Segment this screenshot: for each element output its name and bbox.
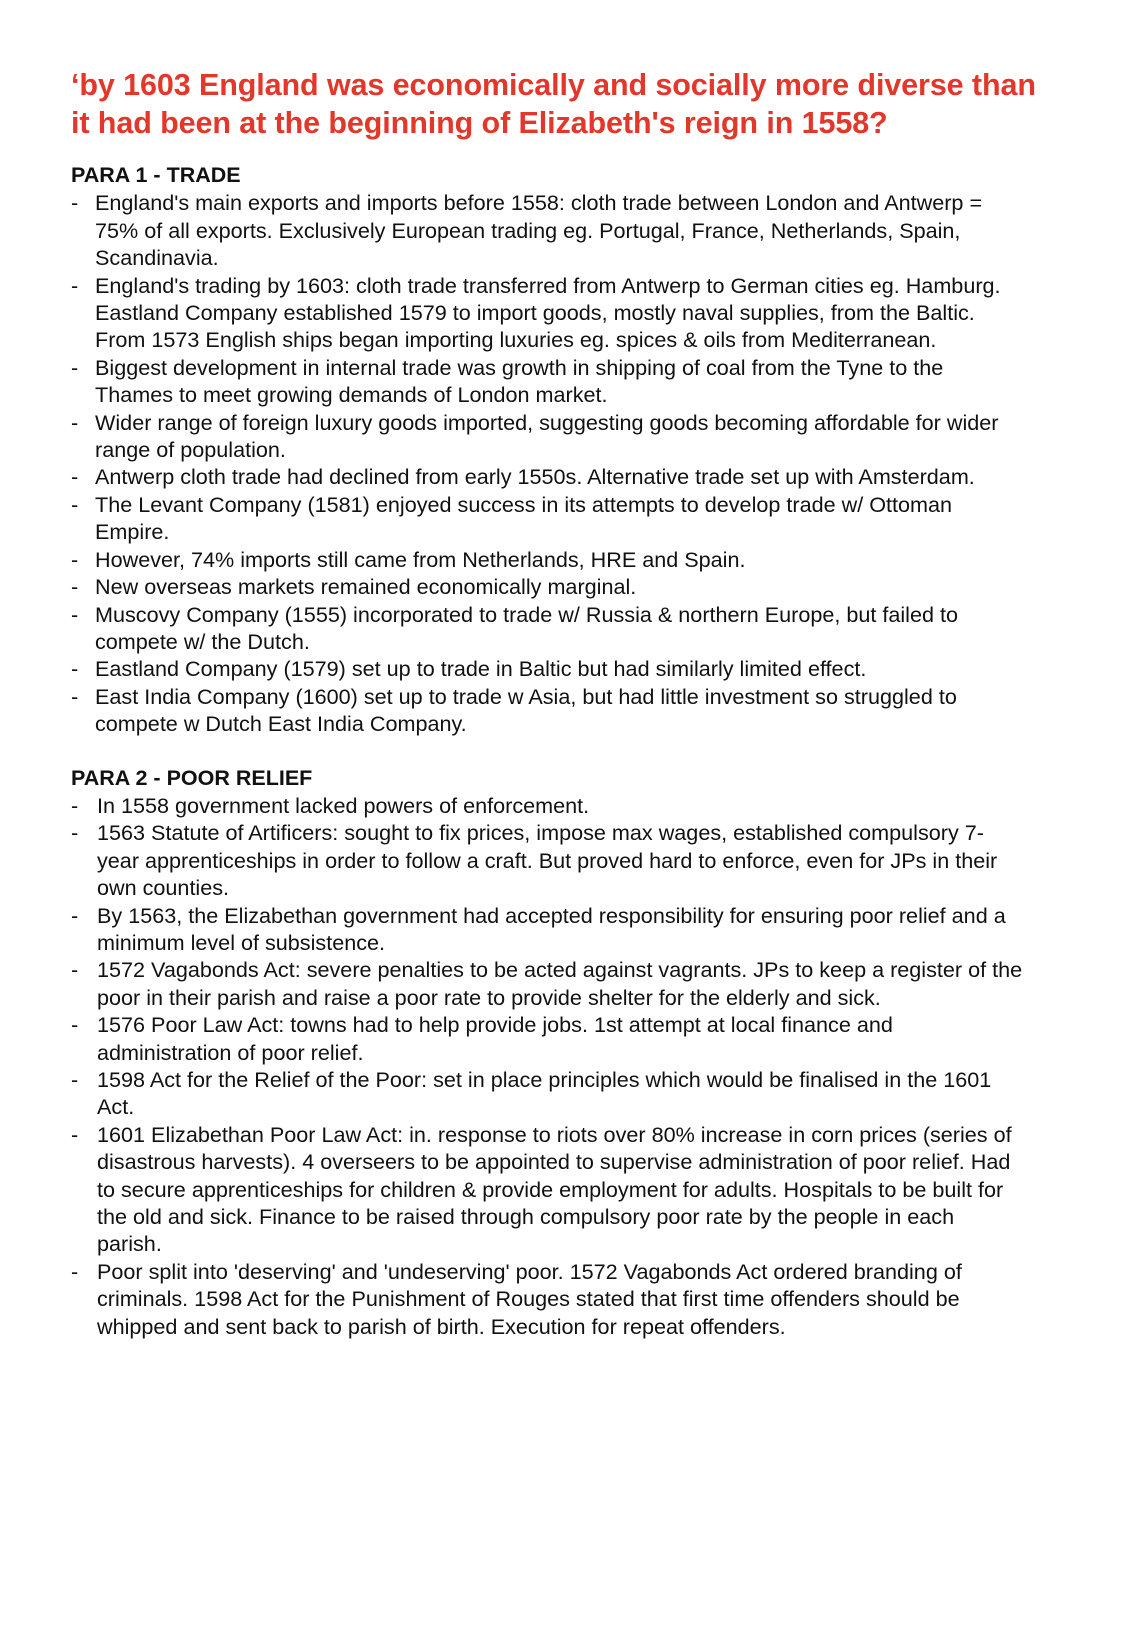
bullet-dash: - [71,546,79,572]
list-item-text: However, 74% imports still came from Netherlands, HRE and Spain. [95,546,746,572]
list-item-text: The Levant Company (1581) enjoyed success in its attempts to develop trade w/ Ottoman Empire. [95,491,953,545]
section-poor-relief [71,765,1051,1341]
list-item [71,354,1023,409]
list-item [71,1258,1023,1340]
list-item [71,573,1023,600]
list-item [71,1121,1023,1258]
list-item-text: Poor split into 'deserving' and 'undeserving' poor. 1572 Vagabonds Act ordered branding of criminals. 1598 Act for the Punishment of Rouges stated that first time offenders should be whipped and sent back to parish of birth. Execution for repeat offenders. [97,1258,962,1339]
list-item-text: 1601 Elizabethan Poor Law Act: in. response to riots over 80% increase in corn prices (series of disastrous harvests). 4 overseers to be appointed to supervise administration of poor relief. Had to secure apprenticeships for children & provide employment for adults. Hospitals to be built for the old and sick. Finance to be raised through compulsory poor rate by the people in each parish. [97,1121,1012,1257]
list-item [71,272,1023,354]
list-item [71,409,1023,464]
bullet-dash: - [71,1121,79,1147]
list-item-text: East India Company (1600) set up to trade w Asia, but had little investment so struggled to compete w Dutch East India Company. [95,683,957,737]
list-item [71,1011,1023,1066]
document-title: ‘by 1603 England was economically and socially more diverse than it had been at the beginning of Elizabeth's reign in 1558? [71,68,1036,140]
list-item-text: 1576 Poor Law Act: towns had to help provide jobs. 1st attempt at local finance and administration of poor relief. [97,1012,893,1065]
list-item-text: Biggest development in internal trade was growth in shipping of coal from the Tyne to the Thames to meet growing demands of London market. [95,354,944,408]
bullet-dash: - [71,656,79,682]
list-item-text: England's main exports and imports before 1558: cloth trade between London and Antwerp = 75% of all exports. Exclusively European trading eg. Portugal, France, Netherlands, Spain, Scandinavia. [95,190,983,271]
bullet-dash: - [71,957,79,983]
bullet-dash: - [71,902,79,928]
list-item [71,792,1023,819]
list-item-text: 1563 Statute of Artificers: sought to fix prices, impose max wages, established compulsory 7-year apprenticeships in order to follow a craft. But proved hard to enforce, even for JPs in their own counties. [97,820,998,901]
bullet-dash: - [71,792,79,818]
section-heading: PARA 2 - POOR RELIEF [71,765,313,790]
list-item-text: New overseas markets remained economically marginal. [95,574,637,600]
list-item [71,819,1023,901]
list-item-text: In 1558 government lacked powers of enforcement. [97,792,590,818]
bullet-dash: - [71,491,79,517]
bullet-dash: - [71,272,79,298]
bullet-dash: - [71,1067,79,1092]
bullet-dash: - [71,464,79,490]
list-item [71,956,1023,1011]
list-item-text: Eastland Company (1579) set up to trade in Baltic but had similarly limited effect. [95,656,867,682]
list-item-text: 1598 Act for the Relief of the Poor: set in place principles which would be finalised in the 1601 Act. [97,1067,992,1120]
bullet-dash: - [71,354,79,380]
list-item-text: Muscovy Company (1555) incorporated to trade w/ Russia & northern Europe, but failed to compete w/ the Dutch. [95,601,959,654]
list-item [71,491,1023,546]
list-item [71,655,1023,682]
bullet-dash: - [71,574,79,600]
list-item [71,189,1023,271]
list-item [71,463,1023,490]
bullet-dash: - [71,1012,79,1038]
list-item-text: Wider range of foreign luxury goods imported, suggesting goods becoming affordable for wider range of population. [95,409,999,463]
section-heading: PARA 1 - TRADE [71,163,241,187]
document-page [71,66,1051,1340]
list-item [71,902,1023,957]
list-item-text: 1572 Vagabonds Act: severe penalties to be acted against vagrants. JPs to keep a register of the poor in their parish and raise a poor rate to provide shelter for the elderly and sick. [97,957,1023,1010]
list-item [71,683,1023,738]
bullet-dash: - [71,409,79,435]
list-item [71,1066,1023,1121]
section-trade [71,162,1051,738]
list-item-text: Antwerp cloth trade had declined from early 1550s. Alternative trade set up with Amsterdam. [95,464,975,490]
bullet-list [71,189,1023,737]
bullet-dash: - [71,683,79,709]
bullet-dash: - [71,820,79,846]
list-item [71,546,1023,573]
bullet-dash: - [71,190,79,216]
bullet-dash: - [71,1258,79,1284]
list-item-text: By 1563, the Elizabethan government had accepted responsibility for ensuring poor relief and a minimum level of subsistence. [97,902,1006,955]
list-item [71,601,1023,656]
bullet-dash: - [71,601,79,627]
bullet-list [71,792,1023,1340]
list-item-text: England's trading by 1603: cloth trade transferred from Antwerp to German cities eg. Hamburg. Eastland Company established 1579 to import goods, mostly naval supplies, from the Baltic. From 1573 English ships began importing luxuries eg. spices & oils from Mediterranean. [95,272,1001,353]
